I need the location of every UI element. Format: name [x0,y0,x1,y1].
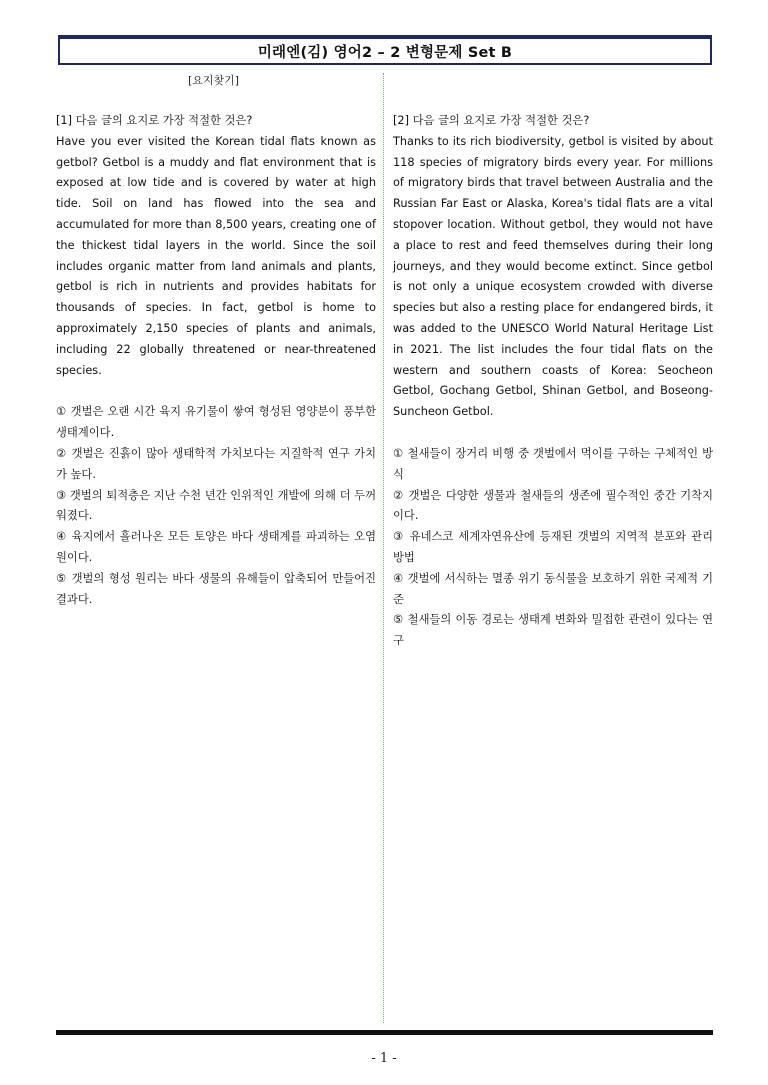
section-label: [요지찾기] [188,74,240,87]
answer-option-4[interactable]: ④ 갯벌에 서식하는 멸종 위기 동식물을 보호하기 위한 국제적 기준 [393,571,713,606]
answer-option-3[interactable]: ③ 갯벌의 퇴적층은 지난 수천 년간 인위적인 개발에 의해 더 두꺼워졌다. [56,488,376,523]
answer-option-5[interactable]: ⑤ 갯벌의 형성 원리는 바다 생물의 유해들이 압축되어 만들어진 결과다. [56,571,376,606]
footer-rule [56,1030,713,1035]
page-number: - 1 - [371,1051,397,1066]
page-title-box [58,37,712,65]
answer-option-4[interactable]: ④ 육지에서 흘러나온 모든 토양은 바다 생태계를 파괴하는 오염원이다. [56,530,376,564]
question-1 [56,111,376,610]
question-1-prompt: [1] 다음 글의 요지로 가장 적절한 것은? [56,114,253,127]
question-1-options [56,402,376,610]
page-title: 미래엔(김) 영어2 – 2 변형문제 Set B [257,44,513,61]
question-2 [393,111,713,652]
answer-option-1[interactable]: ① 철새들이 장거리 비행 중 갯벌에서 먹이를 구하는 구체적인 방식 [393,446,713,481]
answer-option-3[interactable]: ③ 유네스코 세계자연유산에 등재된 갯벌의 지역적 분포와 관리 방법 [393,530,713,564]
column-divider [383,73,384,1023]
question-2-prompt: [2] 다음 글의 요지로 가장 적절한 것은? [393,114,590,127]
answer-option-1[interactable]: ① 갯벌은 오랜 시간 육지 유기물이 쌓여 형성된 영양분이 풍부한 생태계이다. [56,405,376,440]
answer-option-5[interactable]: ⑤ 철새들의 이동 경로는 생태계 변화와 밀접한 관련이 있다는 연구 [393,613,713,648]
question-1-passage: Have you ever visited the Korean tidal flats known as getbol? Getbol is a muddy and flat environment that is exposed at low tide and is covered by water at high tide. Soil on land has flowed into the sea and accumulated for more than 8,500 years, creating one of the thickest tidal layers in the world. Since the soil includes organic matter from land animals and plants, getbol is rich in nutrients and provides habitats for thousands of species. In fact, getbol is home to approximately 2,150 species of plants and animals, including 22 globally threatened or near-threatened species. [56,134,376,377]
question-2-passage: Thanks to its rich biodiversity, getbol is visited by about 118 species of migratory birds every year. For millions of migratory birds that travel between Australia and the Russian Far East or Alaska, Korea's tidal flats are a vital stopover location. Without getbol, they would not have a place to rest and feed themselves during their long journeys, and they would become extinct. Since getbol is not only a unique ecosystem crowded with diverse species but also a resting place for endangered birds, it was added to the UNESCO World Natural Heritage List in 2021. The list includes the four tidal flats on the western and southern coasts of Korea: Seocheon Getbol, Gochang Getbol, Shinan Getbol, and Boseong-Suncheon Getbol. [393,134,713,419]
answer-option-2[interactable]: ② 갯벌은 진흙이 많아 생태학적 가치보다는 지질학적 연구 가치가 높다. [56,446,376,481]
answer-option-2[interactable]: ② 갯벌은 다양한 생물과 철새들의 생존에 필수적인 중간 기착지이다. [393,488,713,523]
question-2-options [393,444,713,652]
